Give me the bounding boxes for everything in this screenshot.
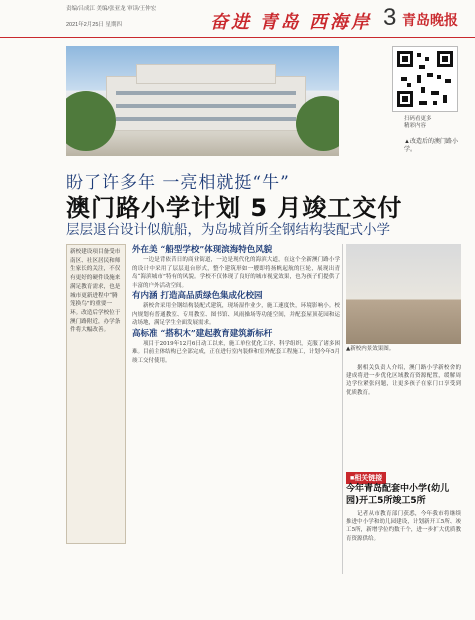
issue-date: 2021年2月25日 星期四 bbox=[66, 22, 122, 28]
qr-code-icon[interactable] bbox=[392, 46, 458, 112]
lead-box: 新校建设项目备受市南区、社区居民和师生家长的关注，不仅有更好的硬件设施来满足教育需求，也是城市更新进程中“腾笼换鸟”的重要一环。改造后学校位于澳门路附近，办学条件将大幅改善。 bbox=[66, 244, 126, 544]
paper-logo: 青岛晚报 bbox=[402, 14, 458, 29]
article-kicker: 盼了许多年 一亮相就挺“牛” bbox=[66, 173, 290, 193]
related-body: 记者从市教育部门获悉，今年我市将继续推进中小学和幼儿园建设，计划新开工5所、竣工5所，新增学位约数千个，进一步扩大优质教育资源供给。 bbox=[346, 511, 461, 542]
page-number: 3 bbox=[383, 4, 397, 31]
section-3-text: 项目于2019年12月6日动工以来，施工单位优化工序、科学组织，克服了诸多困难。目前主体结构已全部完成，正在进行室内装修和室外配套工程施工，计划今年5月竣工交付使用。 bbox=[132, 341, 340, 364]
school-building-photo bbox=[66, 46, 339, 156]
related-headline[interactable]: 今年青岛配套中小学(幼儿园)开工5所竣工5所 bbox=[346, 484, 450, 506]
interior-caption: ▲新校内景效果图。 bbox=[346, 346, 395, 352]
section-2-text: 新校舍采用全钢结构装配式建筑，现场湿作业少，施工速度快，环境影响小。校内规划有普通教室、专用教室、图书馆、风雨操场等功能空间，并配套屋顶花园和运动场地，满足学生全面发展需求。 bbox=[132, 303, 340, 327]
article-body bbox=[132, 244, 340, 574]
section-2-title: 有内涵 打造高品质绿色集成化校园 bbox=[132, 291, 263, 302]
editors-line: 责编/吕成江 美编/张亚龙 审读/王仲宏 bbox=[66, 6, 157, 12]
masthead bbox=[0, 0, 475, 38]
section-title: 奋进 青岛 西海岸 bbox=[210, 12, 372, 32]
article-headline: 澳门路小学计划 5 月竣工交付 bbox=[66, 194, 403, 222]
interior-rendering-photo bbox=[346, 244, 461, 344]
photo-caption: ▲改造后的澳门路小学。 bbox=[404, 139, 458, 153]
section-1-text: 一边是背依昔日的商业街道，一边是现代化的海滨大道，在这个全新澳门路小学的设计中采用了层层退台形式，整个建筑形如一艘即将扬帆起航的巨轮，展现出青岛“海滨城市”特有的风貌。学校不仅体现了良好的城市视觉效果，也为孩子们提供了丰富的户外活动空间。 bbox=[132, 257, 340, 289]
section-1-title: 外在美 “船型学校”体现滨海特色风貌 bbox=[132, 245, 273, 255]
related-link-tag: ■相关链接 bbox=[346, 472, 386, 484]
side-text: 据相关负责人介绍，澳门路小学新校舍的建成将进一步优化区域教育资源配置，缓解周边学位紧张问题，让更多孩子在家门口享受到优质教育。 bbox=[346, 365, 461, 396]
qr-label: 扫码看更多 精彩内容 bbox=[404, 116, 432, 129]
article-subhead: 层层退台设计似航船，为岛城首所全钢结构装配式小学 bbox=[66, 222, 390, 238]
column-divider bbox=[342, 244, 343, 574]
section-3-title: 高标准 “搭积木”建起教育建筑新标杆 bbox=[132, 328, 273, 339]
